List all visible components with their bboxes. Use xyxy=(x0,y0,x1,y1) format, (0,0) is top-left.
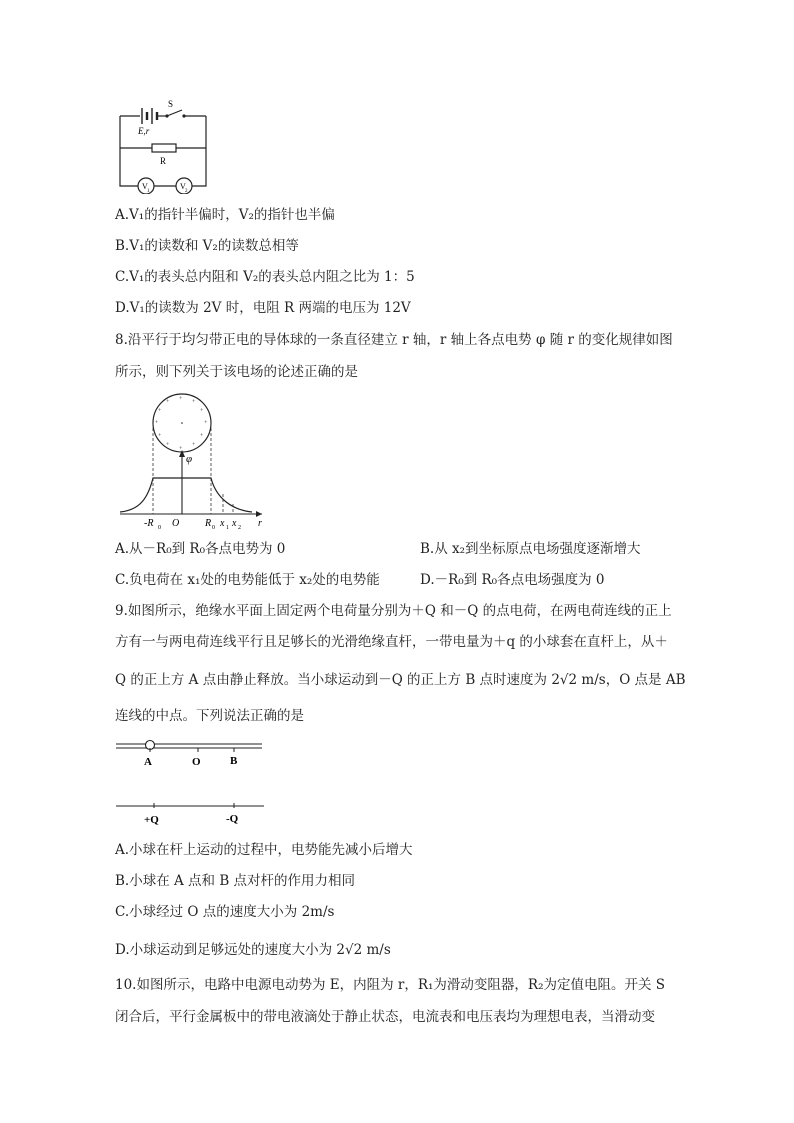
potential-graph xyxy=(112,386,272,530)
svg-text:+: + xyxy=(204,420,208,426)
q7-option-a: A.V₁的指针半偏时，V₂的指针也半偏 xyxy=(115,207,335,223)
q8-stem-line-2: 所示，则下列关于该电场的论述正确的是 xyxy=(115,364,358,380)
x2-sub: 2 xyxy=(238,525,241,530)
x1-sub: 1 xyxy=(226,525,229,530)
rod-charges-diagram xyxy=(112,736,272,828)
q8-option-d: D.－R₀到 R₀各点电场强度为 0 xyxy=(420,572,605,588)
svg-text:+: + xyxy=(158,408,162,414)
point-o-label: O xyxy=(192,756,201,768)
r0-sub: 0 xyxy=(212,525,215,530)
q8-option-b: B.从 x₂到坐标原点电场强度逐渐增大 xyxy=(420,541,641,557)
q9-option-d: D.小球运动到足够远处的速度大小为 2√2 m/s xyxy=(115,942,391,958)
r-axis-label: r xyxy=(258,518,262,529)
q7-option-d: D.V₁的读数为 2V 时，电阻 R 两端的电压为 12V xyxy=(115,300,411,316)
negative-charge-label: -Q xyxy=(226,813,239,825)
positive-charge-label: +Q xyxy=(144,814,159,826)
q9-stem-line-2: 方有一与两电荷连线平行且足够长的光滑绝缘直杆，一带电量为＋q 的小球套在直杆上，从＋ xyxy=(115,634,668,650)
svg-text:+: + xyxy=(179,396,183,402)
potential-curve xyxy=(120,478,252,512)
x2-label: x xyxy=(232,518,237,529)
svg-text:+: + xyxy=(200,433,204,439)
q8-stem-line-1: 8.沿平行于均匀带正电的导体球的一条直径建立 r 轴，r 轴上各点电势 φ 随 r 的变化规律如图 xyxy=(115,332,673,348)
origin-label: O xyxy=(172,518,180,529)
voltmeter-2-label: V xyxy=(180,182,186,191)
svg-text:+: + xyxy=(155,420,159,426)
q9-option-c: C.小球经过 O 点的速度大小为 2m/s xyxy=(115,904,335,920)
svg-text:+: + xyxy=(166,442,170,448)
q9-stem-line-4: 连线的中点。下列说法正确的是 xyxy=(115,708,304,724)
q10-stem-line-2: 闭合后，平行金属板中的带电液滴处于静止状态，电流表和电压表均为理想电表，当滑动变 xyxy=(115,1009,655,1025)
point-a-label: A xyxy=(144,756,152,768)
neg-r0-label: -R xyxy=(144,518,154,529)
neg-r0-sub: 0 xyxy=(158,525,161,530)
voltmeter-2-sub: 2 xyxy=(185,189,188,194)
svg-text:+: + xyxy=(179,446,183,452)
q8-option-c: C.负电荷在 x₁处的电势能低于 x₂处的电势能 xyxy=(115,572,380,588)
q9-option-b: B.小球在 A 点和 B 点对杆的作用力相同 xyxy=(115,873,356,889)
x1-label: x xyxy=(220,518,225,529)
phi-axis-label: φ xyxy=(186,453,193,465)
q9-stem-line-1: 9.如图所示，绝缘水平面上固定两个电荷量分别为＋Q 和－Q 的点电荷，在两电荷连线的正上 xyxy=(115,603,672,619)
q8-option-a: A.从－R₀到 R₀各点电势为 0 xyxy=(115,541,286,557)
q10-stem-line-1: 10.如图所示，电路中电源电动势为 E，内阻为 r，R₁为滑动变阻器，R₂为定值电阻。开关 S xyxy=(115,977,666,993)
svg-text:+: + xyxy=(166,399,170,405)
battery-label: E,r xyxy=(138,126,150,136)
svg-text:+: + xyxy=(192,399,196,405)
q7-option-c: C.V₁的表头总内阻和 V₂的表头总内阻之比为 1：5 xyxy=(115,269,415,285)
resistor-label: R xyxy=(160,156,167,166)
r0-label: R xyxy=(205,518,212,529)
svg-text:+: + xyxy=(158,433,162,439)
svg-text:+: + xyxy=(200,408,204,414)
switch-label: S xyxy=(168,99,174,109)
q7-option-b: B.V₁的读数和 V₂的读数总相等 xyxy=(115,238,299,254)
q9-stem-line-3: Q 的正上方 A 点由静止释放。当小球运动到－Q 的正上方 B 点时速度为 2√2 m/s，O 点是 AB xyxy=(115,672,686,688)
voltmeter-1-sub: 1 xyxy=(147,189,150,194)
q9-option-a: A.小球在杆上运动的过程中，电势能先减小后增大 xyxy=(115,842,413,858)
circuit-diagram xyxy=(112,96,212,194)
voltmeter-1-label: V xyxy=(142,182,148,191)
point-b-label: B xyxy=(230,755,238,767)
svg-text:+: + xyxy=(192,442,196,448)
